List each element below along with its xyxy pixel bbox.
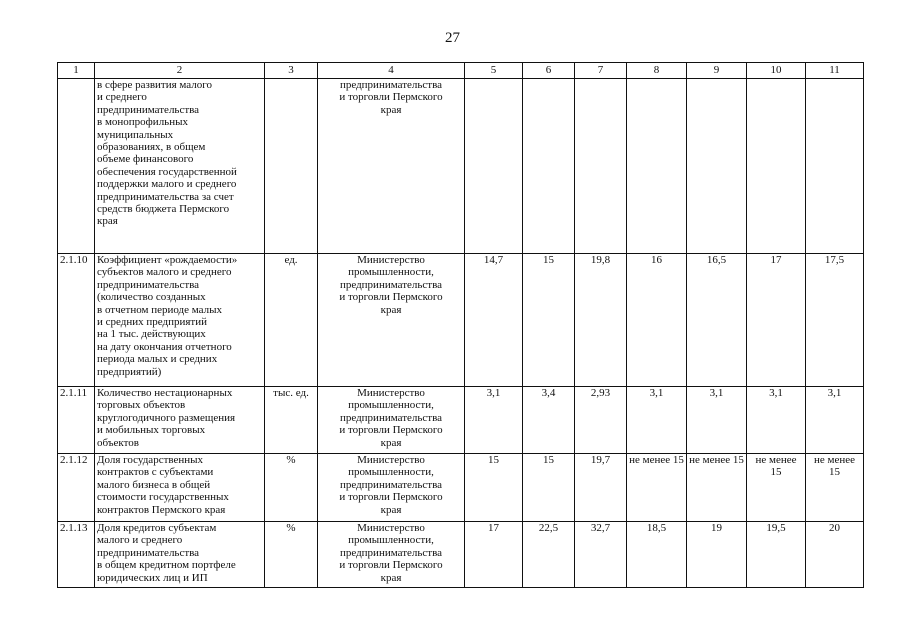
value-cell: не менее 15 [747, 454, 806, 522]
responsible-cell: Министерство промышленности, предпринимательства и торговли Пермского края [318, 387, 465, 454]
responsible-cell: Министерство промышленности, предпринимательства и торговли Пермского края [318, 454, 465, 522]
value-cell: 16,5 [687, 254, 747, 387]
unit-cell [265, 79, 318, 254]
value-cell: 15 [523, 454, 575, 522]
column-header: 4 [318, 63, 465, 79]
value-cell [523, 79, 575, 254]
table-row [58, 454, 864, 522]
value-cell: не менее 15 [806, 454, 864, 522]
value-cell [747, 79, 806, 254]
value-cell: 3,1 [627, 387, 687, 454]
responsible-cell: Министерство промышленности, предпринимательства и торговли Пермского края [318, 254, 465, 387]
value-cell: 3,1 [747, 387, 806, 454]
indicator-name: Коэффициент «рождаемости» субъектов малого и среднего предпринимательства (количество созданных в отчетном периоде малых и средних предприятий на 1 тыс. действующих на дату окончания отчетного периода малых и средних предприятий) [95, 254, 265, 387]
value-cell [687, 79, 747, 254]
value-cell: 19,7 [575, 454, 627, 522]
row-number: 2.1.10 [58, 254, 95, 387]
indicator-name: Доля государственных контрактов с субъектами малого бизнеса в общей стоимости государственных контрактов Пермского края [95, 454, 265, 522]
value-cell: 17 [747, 254, 806, 387]
column-header: 3 [265, 63, 318, 79]
indicator-name: в сфере развития малого и среднего предпринимательства в монопрофильных муниципальных образованиях, в общем объеме финансового обеспечения государственной поддержки малого и среднего предпринимательства за счет средств бюджета Пермского края [95, 79, 265, 254]
column-header: 1 [58, 63, 95, 79]
value-cell: 16 [627, 254, 687, 387]
value-cell: 15 [465, 454, 523, 522]
table-row [58, 387, 864, 454]
indicator-name: Доля кредитов субъектам малого и среднего предпринимательства в общем кредитном портфеле юридических лиц и ИП [95, 522, 265, 588]
value-cell: 3,4 [523, 387, 575, 454]
table-row [58, 79, 864, 254]
indicator-name: Количество нестационарных торговых объектов круглогодичного размещения и мобильных торговых объектов [95, 387, 265, 454]
value-cell: 19 [687, 522, 747, 588]
row-number: 2.1.11 [58, 387, 95, 454]
value-cell: не менее 15 [627, 454, 687, 522]
unit-cell: ед. [265, 254, 318, 387]
column-header: 7 [575, 63, 627, 79]
column-header: 11 [806, 63, 864, 79]
column-number-row [58, 63, 864, 79]
value-cell: 3,1 [465, 387, 523, 454]
value-cell: 19,5 [747, 522, 806, 588]
value-cell: 14,7 [465, 254, 523, 387]
value-cell [575, 79, 627, 254]
indicators-table [57, 62, 864, 588]
value-cell: 32,7 [575, 522, 627, 588]
unit-cell: тыс. ед. [265, 387, 318, 454]
table-row [58, 522, 864, 588]
value-cell: 15 [523, 254, 575, 387]
column-header: 9 [687, 63, 747, 79]
value-cell: 17,5 [806, 254, 864, 387]
value-cell: 19,8 [575, 254, 627, 387]
column-header: 5 [465, 63, 523, 79]
responsible-cell: предпринимательства и торговли Пермского края [318, 79, 465, 254]
value-cell: 3,1 [687, 387, 747, 454]
column-header: 2 [95, 63, 265, 79]
unit-cell: % [265, 522, 318, 588]
column-header: 10 [747, 63, 806, 79]
value-cell: 2,93 [575, 387, 627, 454]
value-cell [806, 79, 864, 254]
value-cell [465, 79, 523, 254]
value-cell: 20 [806, 522, 864, 588]
row-number [58, 79, 95, 254]
value-cell: 17 [465, 522, 523, 588]
table-row [58, 254, 864, 387]
row-number: 2.1.12 [58, 454, 95, 522]
value-cell: 22,5 [523, 522, 575, 588]
value-cell: 3,1 [806, 387, 864, 454]
unit-cell: % [265, 454, 318, 522]
value-cell [627, 79, 687, 254]
responsible-cell: Министерство промышленности, предпринимательства и торговли Пермского края [318, 522, 465, 588]
page-number: 27 [445, 30, 460, 46]
value-cell: не менее 15 [687, 454, 747, 522]
row-number: 2.1.13 [58, 522, 95, 588]
value-cell: 18,5 [627, 522, 687, 588]
column-header: 8 [627, 63, 687, 79]
column-header: 6 [523, 63, 575, 79]
